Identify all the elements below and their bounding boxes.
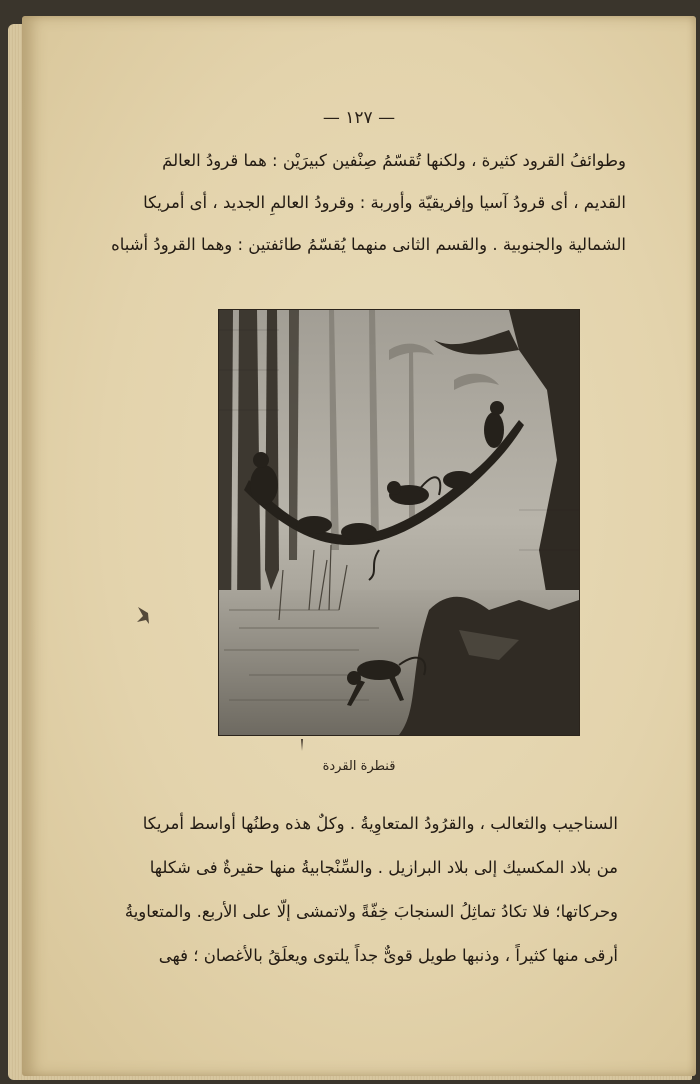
pencil-mark bbox=[298, 738, 306, 752]
text-line: وحركاتها؛ فلا تكادُ تماثِلُ السنجابَ خِفّةً ولاتمشى إلّا على الأربع. والمتعاويةُ bbox=[124, 902, 618, 921]
illustration-caption: قنطرة القردة bbox=[322, 759, 396, 774]
text-line: من بلاد المكسيك إلى بلاد البرازيل . والسِّنْجابيةُ منها حقيرةٌ فى شكلها bbox=[149, 858, 618, 877]
paragraph-top bbox=[111, 151, 626, 279]
ink-mark bbox=[134, 604, 154, 626]
book-page bbox=[22, 16, 696, 1076]
text-line: أرقى منها كثيراً ، وذنبها طويل قوىٌّ جداً يلتوى ويعلَقُ بالأغصان ؛ فهى bbox=[158, 946, 618, 965]
engraving-image bbox=[219, 310, 579, 735]
paragraph-bottom bbox=[118, 816, 618, 992]
page-number: — ١٢٧ — bbox=[322, 108, 396, 128]
text-line: وطوائفُ القرود كثيرة ، ولكنها تُقسّمُ صِنْفين كبيرَيْن : هما قرودُ العالمَ bbox=[162, 151, 626, 170]
text-line: القديم ، أى قرودُ آسيا وإفريقيّة وأوربة : وقرودُ العالمِ الجديد ، أى أمريكا bbox=[143, 193, 626, 212]
text-line: الشمالية والجنوبية . والقسم الثانى منهما يُقسّمُ طائفتين : وهما القرودُ أشباه bbox=[111, 235, 626, 254]
text-line: السناجيب والثعالب ، والقرُودُ المتعاوِيةُ . وكلٌ هذه وطنُها أواسط أمريكا bbox=[142, 814, 618, 833]
monkey-bridge-illustration bbox=[218, 309, 580, 736]
